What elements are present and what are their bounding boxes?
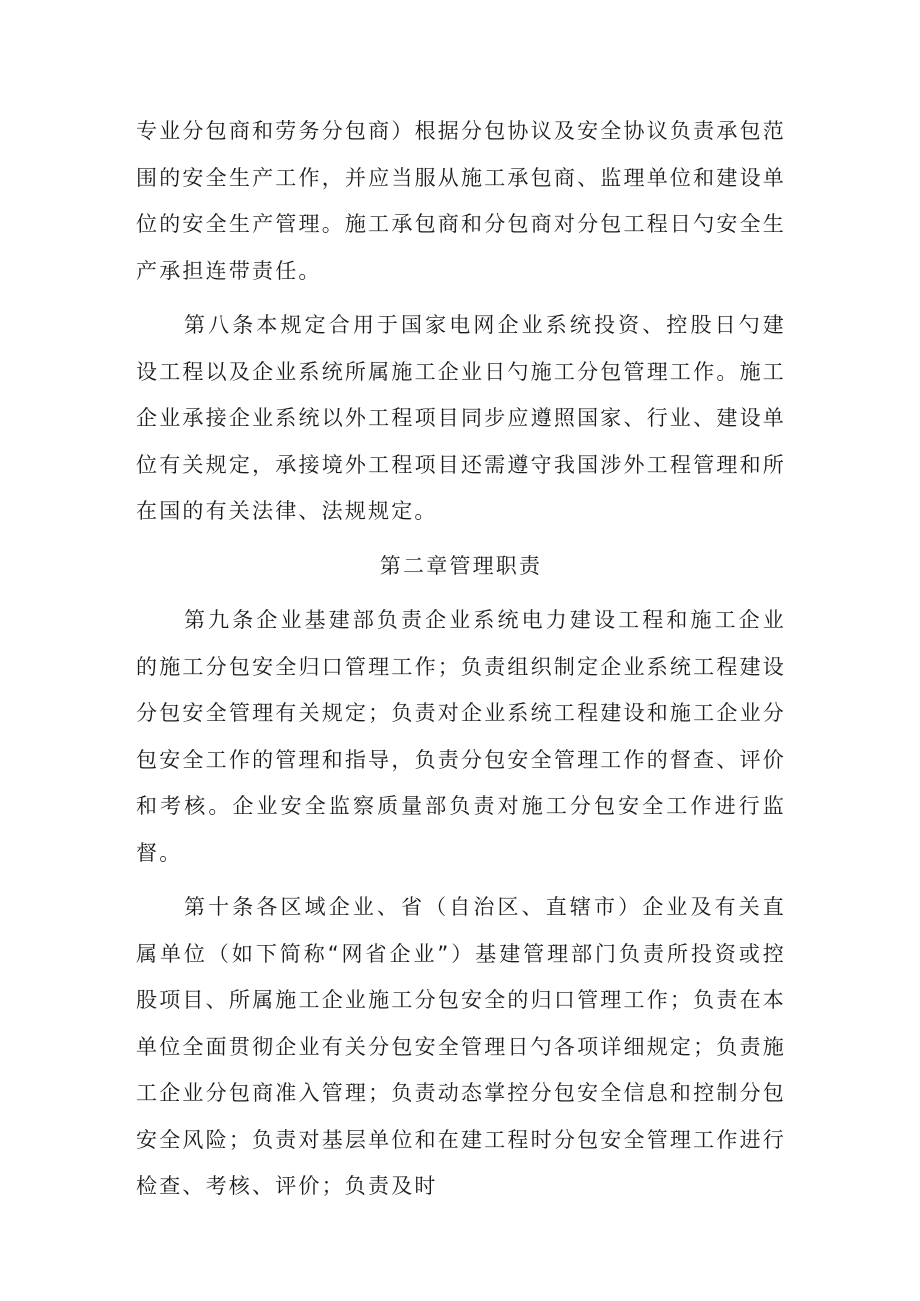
paragraph-article-8: 第八条本规定合用于国家电网企业系统投资、控股日勺建设工程以及企业系统所属施工企业日勺施工分包管理工作。施工企业承接企业系统以外工程项目同步应遵照国家、行业、建设单位有关规定，承接境外工程项目还需遵守我国涉外工程管理和所在国的有关法律、法规规定。 bbox=[136, 313, 786, 523]
paragraph-continuation: 专业分包商和劳务分包商）根据分包协议及安全协议负责承包范围的安全生产工作，并应当服从施工承包商、监理单位和建设单位的安全生产管理。施工承包商和分包商对分包工程日勺安全生产承担连带责任。 bbox=[136, 119, 786, 283]
paragraph-article-9: 第九条企业基建部负责企业系统电力建设工程和施工企业的施工分包安全归口管理工作；负责组织制定企业系统工程建设分包安全管理有关规定；负责对企业系统工程建设和施工企业分包安全工作的管理和指导，负责分包安全管理工作的督查、评价和考核。企业安全监察质量部负责对施工分包安全工作进行监督。 bbox=[136, 608, 786, 865]
paragraph-article-10: 第十条各区域企业、省（自治区、直辖市）企业及有关直属单位（如下简称“网省企业”）基建管理部门负责所投资或控股项目、所属施工企业施工分包安全的归口管理工作；负责在本单位全面贯彻企业有关分包安全管理日勺各项详细规定；负责施工企业分包商准入管理；负责动态掌控分包安全信息和控制分包安全风险；负责对基层单位和在建工程时分包安全管理工作进行检查、考核、评价；负责及时 bbox=[136, 895, 786, 1198]
chapter-heading: 第二章管理职责 bbox=[379, 553, 543, 578]
document-body bbox=[136, 108, 786, 1210]
